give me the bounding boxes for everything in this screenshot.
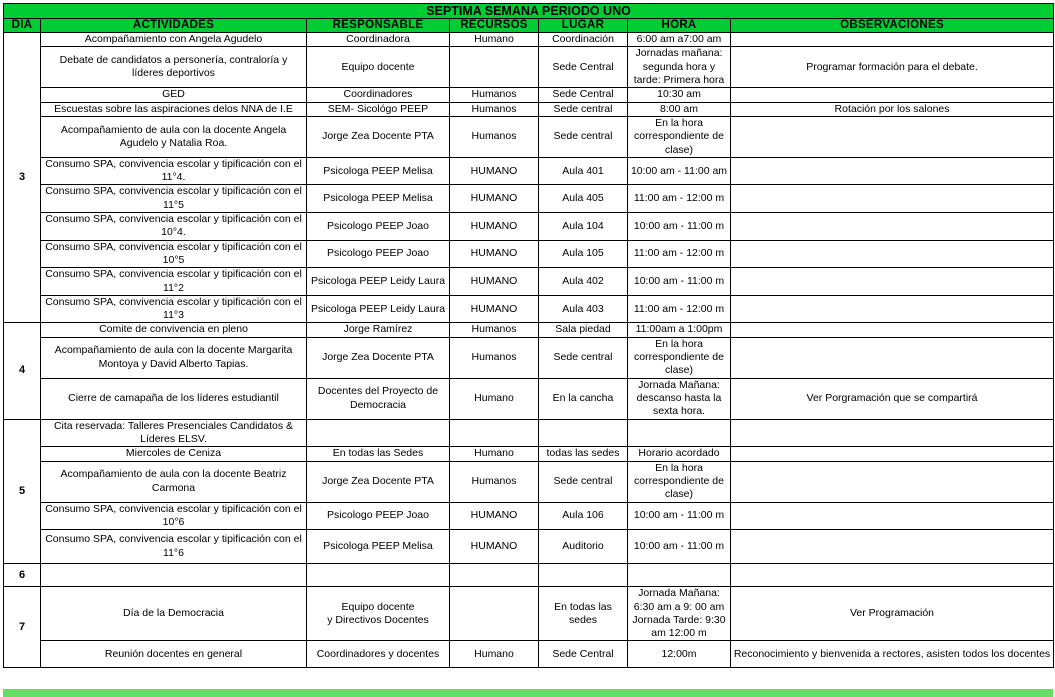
cell-observaciones[interactable] bbox=[731, 33, 1054, 47]
cell-actividad[interactable]: GED bbox=[41, 88, 307, 102]
cell-hora[interactable]: 10:00 am - 11:00 m bbox=[628, 530, 731, 564]
table-row bbox=[4, 419, 1054, 447]
cell-actividad[interactable]: Comite de convivencia en pleno bbox=[41, 323, 307, 337]
table-row bbox=[4, 102, 1054, 116]
cell-lugar[interactable]: Aula 105 bbox=[539, 240, 628, 268]
cell-lugar[interactable]: Sede Central bbox=[539, 47, 628, 88]
cell-observaciones[interactable] bbox=[731, 185, 1054, 213]
cell-recursos[interactable]: HUMANO bbox=[450, 185, 539, 213]
cell-actividad[interactable]: Acompañamiento de aula con la docente Margarita Montoya y David Alberto Tapias. bbox=[41, 337, 307, 378]
cell-hora[interactable]: 10:30 am bbox=[628, 88, 731, 102]
cell-lugar[interactable]: Coordinación bbox=[539, 33, 628, 47]
cell-responsable[interactable]: Psicologo PEEP Joao bbox=[307, 213, 450, 241]
cell-lugar[interactable]: Sede central bbox=[539, 337, 628, 378]
cell-responsable[interactable] bbox=[307, 564, 450, 587]
header-dia[interactable]: DIA bbox=[4, 19, 41, 33]
cell-hora[interactable]: 11:00 am - 12:00 m bbox=[628, 185, 731, 213]
cell-observaciones[interactable] bbox=[731, 323, 1054, 337]
cell-observaciones[interactable] bbox=[731, 419, 1054, 447]
cell-actividad[interactable]: Día de la Democracia bbox=[41, 587, 307, 641]
cell-lugar[interactable]: Aula 403 bbox=[539, 295, 628, 323]
cell-hora[interactable]: 11:00 am - 12:00 m bbox=[628, 240, 731, 268]
cell-hora[interactable]: 11:00am a 1:00pm bbox=[628, 323, 731, 337]
cell-responsable[interactable]: Psicologo PEEP Joao bbox=[307, 502, 450, 530]
cell-recursos[interactable]: HUMANO bbox=[450, 240, 539, 268]
table-row bbox=[4, 447, 1054, 461]
cell-recursos[interactable]: HUMANO bbox=[450, 268, 539, 296]
cell-recursos[interactable]: Humano bbox=[450, 33, 539, 47]
cell-responsable[interactable]: Jorge Zea Docente PTA bbox=[307, 461, 450, 502]
cell-actividad[interactable]: Reunión docentes en general bbox=[41, 641, 307, 668]
cell-recursos[interactable]: HUMANO bbox=[450, 157, 539, 185]
cell-recursos[interactable]: Humanos bbox=[450, 461, 539, 502]
cell-recursos[interactable]: HUMANO bbox=[450, 502, 539, 530]
cell-lugar[interactable]: todas las sedes bbox=[539, 447, 628, 461]
cell-observaciones[interactable] bbox=[731, 116, 1054, 157]
table-row bbox=[4, 323, 1054, 337]
cell-hora[interactable]: En la hora correspondiente de clase) bbox=[628, 337, 731, 378]
cell-actividad[interactable] bbox=[41, 564, 307, 587]
cell-observaciones[interactable]: Ver Porgramación que se compartirá bbox=[731, 378, 1054, 419]
cell-lugar[interactable]: Sede central bbox=[539, 461, 628, 502]
cell-hora[interactable] bbox=[628, 564, 731, 587]
cell-hora[interactable]: Jornada Mañana: 6:30 am a 9: 00 am Jornada Tarde: 9:30 am 12:00 m bbox=[628, 587, 731, 641]
cell-hora[interactable]: Jornadas mañana: segunda hora y tarde: Primera hora bbox=[628, 47, 731, 88]
cell-responsable[interactable]: Coordinadores y docentes bbox=[307, 641, 450, 668]
cell-responsable[interactable]: Coordinadora bbox=[307, 33, 450, 47]
cell-actividad[interactable]: Consumo SPA, convivencia escolar y tipificación con el 10°5 bbox=[41, 240, 307, 268]
cell-hora[interactable]: En la hora correspondiente de clase) bbox=[628, 116, 731, 157]
header-hora[interactable]: HORA bbox=[628, 19, 731, 33]
cell-actividad[interactable]: Miercoles de Ceniza bbox=[41, 447, 307, 461]
cell-observaciones[interactable] bbox=[731, 240, 1054, 268]
table-row bbox=[4, 268, 1054, 296]
sheet-title[interactable]: SEPTIMA SEMANA PERIODO UNO bbox=[4, 4, 1054, 19]
cell-observaciones[interactable] bbox=[731, 268, 1054, 296]
cell-responsable[interactable]: Psicologa PEEP Melisa bbox=[307, 530, 450, 564]
cell-responsable[interactable]: Docentes del Proyecto de Democracia bbox=[307, 378, 450, 419]
cell-responsable[interactable]: Jorge Ramírez bbox=[307, 323, 450, 337]
cell-hora[interactable]: En la hora correspondiente de clase) bbox=[628, 461, 731, 502]
cell-lugar[interactable]: En todas las sedes bbox=[539, 587, 628, 641]
cell-recursos[interactable]: Humanos bbox=[450, 88, 539, 102]
header-actividades[interactable]: ACTIVIDADES bbox=[41, 19, 307, 33]
cell-responsable[interactable]: Psicologa PEEP Leidy Laura bbox=[307, 268, 450, 296]
cell-actividad[interactable]: Consumo SPA, convivencia escolar y tipificación con el 11°5 bbox=[41, 185, 307, 213]
cell-actividad[interactable]: Debate de candidatos a personería, contraloría y líderes deportivos bbox=[41, 47, 307, 88]
cell-hora[interactable] bbox=[628, 419, 731, 447]
day-cell-7[interactable]: 7 bbox=[4, 587, 41, 668]
cell-hora[interactable]: Horario acordado bbox=[628, 447, 731, 461]
cell-responsable[interactable]: Jorge Zea Docente PTA bbox=[307, 337, 450, 378]
cell-lugar[interactable]: Sede central bbox=[539, 116, 628, 157]
table-row bbox=[4, 33, 1054, 47]
cell-actividad[interactable]: Escuestas sobre las aspiraciones delos NNA de I.E bbox=[41, 102, 307, 116]
cell-recursos[interactable] bbox=[450, 587, 539, 641]
cell-observaciones[interactable]: Rotación por los salones bbox=[731, 102, 1054, 116]
cell-recursos[interactable]: Humanos bbox=[450, 323, 539, 337]
table-row bbox=[4, 240, 1054, 268]
table-row bbox=[4, 47, 1054, 88]
table-row bbox=[4, 295, 1054, 323]
cell-lugar[interactable] bbox=[539, 564, 628, 587]
cell-recursos[interactable]: Humano bbox=[450, 378, 539, 419]
cell-responsable[interactable]: Psicologa PEEP Melisa bbox=[307, 185, 450, 213]
cell-lugar[interactable]: Aula 104 bbox=[539, 213, 628, 241]
cell-responsable[interactable]: Jorge Zea Docente PTA bbox=[307, 116, 450, 157]
table-row bbox=[4, 461, 1054, 502]
next-row-strip bbox=[3, 689, 1053, 697]
cell-lugar[interactable]: Aula 401 bbox=[539, 157, 628, 185]
day-cell-3[interactable]: 3 bbox=[4, 33, 41, 323]
cell-observaciones[interactable] bbox=[731, 461, 1054, 502]
cell-actividad[interactable]: Acompañamiento de aula con la docente Beatriz Carmona bbox=[41, 461, 307, 502]
cell-hora[interactable]: 8:00 am bbox=[628, 102, 731, 116]
cell-actividad[interactable]: Consumo SPA, convivencia escolar y tipificación con el 11°6 bbox=[41, 530, 307, 564]
table-row bbox=[4, 185, 1054, 213]
table-row bbox=[4, 337, 1054, 378]
cell-hora[interactable]: 10:00 am - 11:00 m bbox=[628, 502, 731, 530]
cell-actividad[interactable]: Acompañamiento de aula con la docente Angela Agudelo y Natalia Roa. bbox=[41, 116, 307, 157]
table-row bbox=[4, 564, 1054, 587]
day-cell-5[interactable]: 5 bbox=[4, 419, 41, 563]
cell-lugar[interactable]: Auditorio bbox=[539, 530, 628, 564]
table-row bbox=[4, 378, 1054, 419]
cell-actividad[interactable]: Consumo SPA, convivencia escolar y tipificación con el 11°3 bbox=[41, 295, 307, 323]
cell-actividad[interactable]: Cita reservada: Talleres Presenciales Candidatos & Líderes ELSV. bbox=[41, 419, 307, 447]
cell-observaciones[interactable] bbox=[731, 564, 1054, 587]
cell-recursos[interactable]: Humano bbox=[450, 641, 539, 668]
cell-observaciones[interactable] bbox=[731, 157, 1054, 185]
table-row bbox=[4, 213, 1054, 241]
cell-hora[interactable]: 6:00 am a7:00 am bbox=[628, 33, 731, 47]
cell-hora[interactable]: Jornada Mañana: descanso hasta la sexta hora. bbox=[628, 378, 731, 419]
table-row bbox=[4, 88, 1054, 102]
cell-actividad[interactable]: Cierre de camapaña de los líderes estudiantil bbox=[41, 378, 307, 419]
cell-lugar[interactable] bbox=[539, 419, 628, 447]
cell-lugar[interactable]: Aula 106 bbox=[539, 502, 628, 530]
cell-recursos[interactable] bbox=[450, 47, 539, 88]
cell-lugar[interactable]: Sede Central bbox=[539, 88, 628, 102]
cell-responsable[interactable]: Coordinadores bbox=[307, 88, 450, 102]
cell-observaciones[interactable] bbox=[731, 88, 1054, 102]
cell-observaciones[interactable]: Reconocimiento y bienvenida a rectores, asisten todos los docentes bbox=[731, 641, 1054, 668]
day-cell-6[interactable]: 6 bbox=[4, 564, 41, 587]
cell-responsable[interactable]: SEM- Sicológo PEEP bbox=[307, 102, 450, 116]
cell-recursos[interactable]: Humanos bbox=[450, 337, 539, 378]
cell-recursos[interactable] bbox=[450, 564, 539, 587]
cell-recursos[interactable]: Humano bbox=[450, 447, 539, 461]
table-row bbox=[4, 530, 1054, 564]
table-row bbox=[4, 641, 1054, 668]
cell-responsable[interactable]: Equipo docente y Directivos Docentes bbox=[307, 587, 450, 641]
cell-observaciones[interactable] bbox=[731, 213, 1054, 241]
header-lugar[interactable]: LUGAR bbox=[539, 19, 628, 33]
cell-observaciones[interactable] bbox=[731, 337, 1054, 378]
cell-actividad[interactable]: Consumo SPA, convivencia escolar y tipificación con el 10°4. bbox=[41, 213, 307, 241]
table-row bbox=[4, 116, 1054, 157]
header-observaciones[interactable]: OBSERVACIONES bbox=[731, 19, 1054, 33]
cell-lugar[interactable]: Aula 405 bbox=[539, 185, 628, 213]
header-recursos[interactable]: RECURSOS bbox=[450, 19, 539, 33]
cell-hora[interactable]: 10:00 am - 11:00 am bbox=[628, 157, 731, 185]
cell-responsable[interactable]: Psicologa PEEP Melisa bbox=[307, 157, 450, 185]
cell-hora[interactable]: 10:00 am - 11:00 m bbox=[628, 213, 731, 241]
cell-observaciones[interactable] bbox=[731, 502, 1054, 530]
schedule-table bbox=[3, 3, 1054, 668]
day-cell-4[interactable]: 4 bbox=[4, 323, 41, 419]
table-row bbox=[4, 587, 1054, 641]
cell-hora[interactable]: 10:00 am - 11:00 m bbox=[628, 268, 731, 296]
header-row bbox=[4, 19, 1054, 33]
cell-observaciones[interactable] bbox=[731, 530, 1054, 564]
cell-responsable[interactable]: En todas las Sedes bbox=[307, 447, 450, 461]
cell-recursos[interactable] bbox=[450, 419, 539, 447]
title-row bbox=[4, 4, 1054, 19]
cell-recursos[interactable]: Humanos bbox=[450, 102, 539, 116]
cell-lugar[interactable]: En la cancha bbox=[539, 378, 628, 419]
cell-observaciones[interactable] bbox=[731, 447, 1054, 461]
cell-responsable[interactable] bbox=[307, 419, 450, 447]
cell-responsable[interactable]: Psicologa PEEP Leidy Laura bbox=[307, 295, 450, 323]
cell-observaciones[interactable]: Ver Programación bbox=[731, 587, 1054, 641]
cell-hora[interactable]: 11:00 am - 12:00 m bbox=[628, 295, 731, 323]
cell-actividad[interactable]: Consumo SPA, convivencia escolar y tipificación con el 10°6 bbox=[41, 502, 307, 530]
cell-actividad[interactable]: Consumo SPA, convivencia escolar y tipificación con el 11°2 bbox=[41, 268, 307, 296]
cell-lugar[interactable]: Sede Central bbox=[539, 641, 628, 668]
cell-recursos[interactable]: HUMANO bbox=[450, 530, 539, 564]
cell-recursos[interactable]: HUMANO bbox=[450, 295, 539, 323]
cell-lugar[interactable]: Sala piedad bbox=[539, 323, 628, 337]
cell-hora[interactable]: 12:00m bbox=[628, 641, 731, 668]
cell-responsable[interactable]: Equipo docente bbox=[307, 47, 450, 88]
cell-responsable[interactable]: Psicologo PEEP Joao bbox=[307, 240, 450, 268]
cell-actividad[interactable]: Acompañamiento con Angela Agudelo bbox=[41, 33, 307, 47]
cell-recursos[interactable]: HUMANO bbox=[450, 213, 539, 241]
cell-recursos[interactable]: Humanos bbox=[450, 116, 539, 157]
table-row bbox=[4, 502, 1054, 530]
cell-observaciones[interactable]: Programar formación para el debate. bbox=[731, 47, 1054, 88]
cell-lugar[interactable]: Sede central bbox=[539, 102, 628, 116]
header-responsable[interactable]: RESPONSABLE bbox=[307, 19, 450, 33]
table-row bbox=[4, 157, 1054, 185]
cell-actividad[interactable]: Consumo SPA, convivencia escolar y tipificación con el 11°4. bbox=[41, 157, 307, 185]
cell-lugar[interactable]: Aula 402 bbox=[539, 268, 628, 296]
cell-observaciones[interactable] bbox=[731, 295, 1054, 323]
